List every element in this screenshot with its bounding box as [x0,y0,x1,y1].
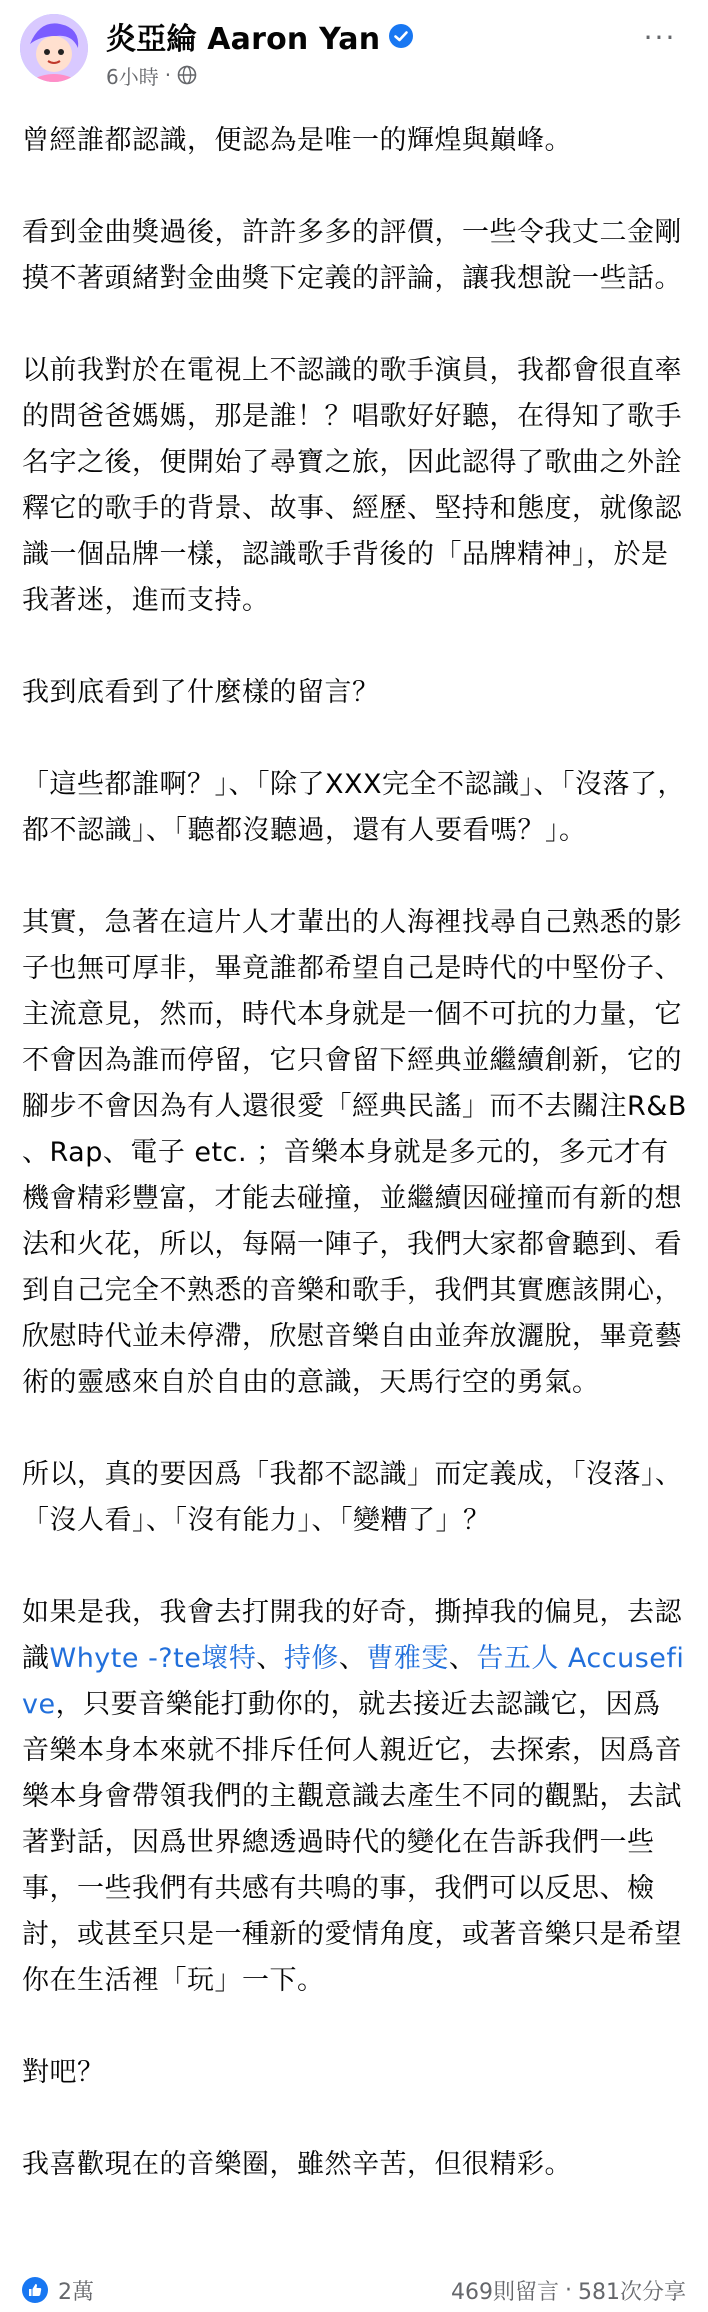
artist-link-accusefive[interactable]: 告五人 Accusefive [22,1643,685,1720]
post-paragraph: 曾經誰都認識，便認為是唯一的輝煌與巔峰。 [22,125,572,156]
post-paragraph: 看到金曲獎過後，許許多多的評價，一些令我丈二金剛摸不著頭緒對金曲獎下定義的評論，讓我想說一些話。 [22,217,682,294]
author-name[interactable]: 炎亞綸 Aaron Yan [106,22,381,57]
more-options-button[interactable]: ··· [643,20,677,54]
post-paragraph: 「這些都誰啊？」、「除了XXX完全不認識」、「沒落了，都不認識」、「聽都沒聽過，還有人要看嗎？」。 [22,769,685,846]
share-count[interactable]: 581次分享 [578,2279,686,2305]
paragraph-text: ，只要音樂能打動你的，就去接近去認識它，因爲音樂本身本來就不排斥任何人親近它，去探索，因爲音樂本身會帶領我們的主觀意識去產生不同的觀點，去試著對話，因爲世界總透過時代的變化在告訴我們一些事，一些我們有共感有共鳴的事，我們可以反思、檢討，或甚至只是一種新的愛情角度，或著音樂只是希望你在生活裡「玩」一下。 [22,1689,682,1996]
link-separator: 、 [448,1643,477,1674]
post-footer [0,2268,708,2312]
post-paragraph: 所以，真的要因爲「我都不認識」而定義成，「沒落」、「沒人看」、「沒有能力」、「變糟了」？ [22,1459,683,1536]
artist-link-chixiu[interactable]: 持修 [283,1643,339,1674]
post-paragraph: 其實，急著在這片人才輩出的人海裡找尋自己熟悉的影子也無可厚非，畢竟誰都希望自己是時代的中堅份子、主流意見，然而，時代本身就是一個不可抗的力量，它不會因為誰而停留，它只會留下經典並繼續創新，它的腳步不會因為有人還很愛「經典民謠」而不去關注R&B 、Rap、電子 etc. ；音樂本身就是多元的，多元才有機會精彩豐富，才能去碰撞，並繼續因碰撞而有新的想法和火花，所以，每隔一陣子，我們大家都會聽到、看到自己完全不熟悉的音樂和歌手，我們其實應該開心，欣慰時代並未停滯，欣慰音樂自由並奔放灑脫，畢竟藝術的靈感來自於自由的意識，天馬行空的勇氣。 [22,907,687,1398]
post-paragraph: 我喜歡現在的音樂圈，雖然辛苦，但很精彩。 [22,2149,572,2180]
post-paragraph: 我到底看到了什麼樣的留言？ [22,677,380,708]
globe-icon[interactable] [177,65,197,85]
author-avatar[interactable] [20,14,88,82]
link-separator: 、 [338,1643,367,1674]
author-row [106,16,414,56]
like-icon [22,2277,48,2303]
post-stats [451,2275,686,2306]
post-header [0,0,708,110]
paragraph-text: 如果是我，我會去打開我的好奇，撕掉我的偏見，去認識 [22,1597,682,1674]
artist-link-whyte[interactable]: Whyte -?te壞特 [49,1643,257,1674]
stat-separator: · [565,2277,572,2303]
post-paragraph: 以前我對於在電視上不認識的歌手演員，我都會很直率的問爸爸媽媽，那是誰！？唱歌好好聽，在得知了歌手名字之後，便開始了尋寶之旅，因此認得了歌曲之外詮釋它的歌手的背景、故事、經歷、堅持和態度，就像認識一個品牌一樣，認識歌手背後的「品牌精神」，於是我著迷，進而支持。 [22,355,682,616]
verified-badge-icon [388,23,414,49]
post-body [22,118,688,2234]
post-time[interactable]: 6小時 [106,64,159,89]
post-paragraph: 對吧？ [22,2057,105,2088]
comment-count[interactable]: 469則留言 [451,2279,559,2305]
reactions-summary[interactable] [22,2275,94,2306]
artist-link-cao-yawen[interactable]: 曹雅雯 [366,1643,449,1674]
avatar-illustration-icon [20,14,88,82]
meta-separator: · [164,63,172,87]
reaction-count: 2萬 [58,2279,94,2305]
post-meta [106,60,197,90]
link-separator: 、 [256,1643,284,1674]
post-paragraph-with-links [22,1590,688,2004]
